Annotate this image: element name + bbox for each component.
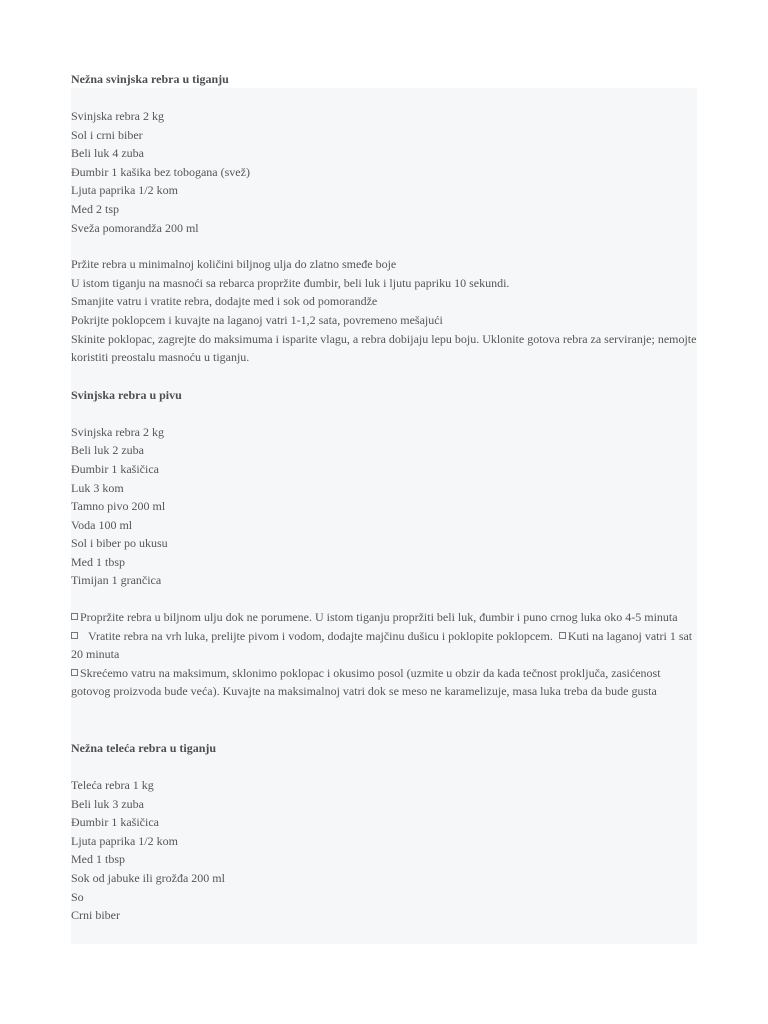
bullet-square-icon <box>71 613 78 620</box>
recipe-title: Nežna teleća rebra u tiganju <box>71 741 217 756</box>
step: Pokrijte poklopcem i kuvajte na laganoj vatri 1-1,2 sata, povremeno mešajući <box>71 312 443 327</box>
ingredient: Ljuta paprika 1/2 kom <box>71 183 178 198</box>
ingredient: Sveža pomorandža 200 ml <box>71 220 199 235</box>
step: Vratite rebra na vrh luka, prelijte pivom i vodom, dodajte majčinu dušicu i poklopite poklopcem. Kuti na laganoj vatri 1 sat 20 minuta <box>71 628 693 662</box>
step: Propržite rebra u biljnom ulju dok ne porumene. U istom tiganju propržiti beli luk, đumbir i puno crnog luka oko 4-5 minuta <box>71 608 697 627</box>
ingredient: Beli luk 4 zuba <box>71 146 144 161</box>
ingredient: Teleća rebra 1 kg <box>71 778 154 793</box>
bullet-square-icon <box>559 632 566 639</box>
step-list <box>71 255 697 367</box>
ingredient: Med 2 tsp <box>71 201 119 216</box>
step-list <box>71 608 697 701</box>
ingredient: Timijan 1 grančica <box>71 573 162 588</box>
step: Pržite rebra u minimalnoj količini biljnog ulja do zlatno smeđe boje <box>71 257 397 272</box>
ingredient: Đumbir 1 kašika bez tobogana (svež) <box>71 164 250 179</box>
step: Smanjite vatru i vratite rebra, dodajte med i sok od pomorandže <box>71 294 378 309</box>
step: U istom tiganju na masnoći sa rebarca propržite đumbir, beli luk i ljutu papriku 10 sekundi. <box>71 275 510 290</box>
ingredient: Tamno pivo 200 ml <box>71 499 166 514</box>
ingredient-list <box>71 776 697 925</box>
document-content <box>71 70 697 925</box>
ingredient: So <box>71 889 84 904</box>
ingredient: Đumbir 1 kašičica <box>71 461 159 476</box>
recipe-title: Svinjska rebra u pivu <box>71 387 182 402</box>
recipe-title: Nežna svinjska rebra u tiganju <box>71 72 229 86</box>
ingredient: Crni biber <box>71 908 120 923</box>
ingredient: Beli luk 2 zuba <box>71 443 144 458</box>
bullet-square-icon <box>71 632 78 639</box>
bullet-square-icon <box>71 669 78 676</box>
ingredient-list <box>71 107 697 237</box>
ingredient: Sol i crni biber <box>71 127 143 142</box>
ingredient: Luk 3 kom <box>71 480 124 495</box>
ingredient: Beli luk 3 zuba <box>71 796 144 811</box>
ingredient: Sok od jabuke ili grožđa 200 ml <box>71 871 225 885</box>
ingredient: Đumbir 1 kašičica <box>71 815 159 830</box>
ingredient-list <box>71 423 697 590</box>
ingredient: Med 1 tbsp <box>71 852 125 867</box>
ingredient: Voda 100 ml <box>71 517 133 532</box>
ingredient: Svinjska rebra 2 kg <box>71 109 164 123</box>
ingredient: Ljuta paprika 1/2 kom <box>71 833 178 848</box>
ingredient: Sol i biber po ukusu <box>71 536 168 551</box>
step: Skrećemo vatru na maksimum, sklonimo poklopac i okusimo posol (uzmite u obzir da kada tečnost proključa, zasićenost gotovog proizvoda bude veća). Kuvajte na maksimalnoj vatri dok se meso ne karamelizuje, masa luka treba da bude gusta <box>71 665 661 699</box>
ingredient: Med 1 tbsp <box>71 554 125 569</box>
ingredient: Svinjska rebra 2 kg <box>71 424 164 439</box>
step: Skinite poklopac, zagrejte do maksimuma i isparite vlagu, a rebra dobijaju lepu boju. Uklonite gotova rebra za serviranje; nemojte koristiti preostalu masnoću u tiganju. <box>71 331 697 365</box>
